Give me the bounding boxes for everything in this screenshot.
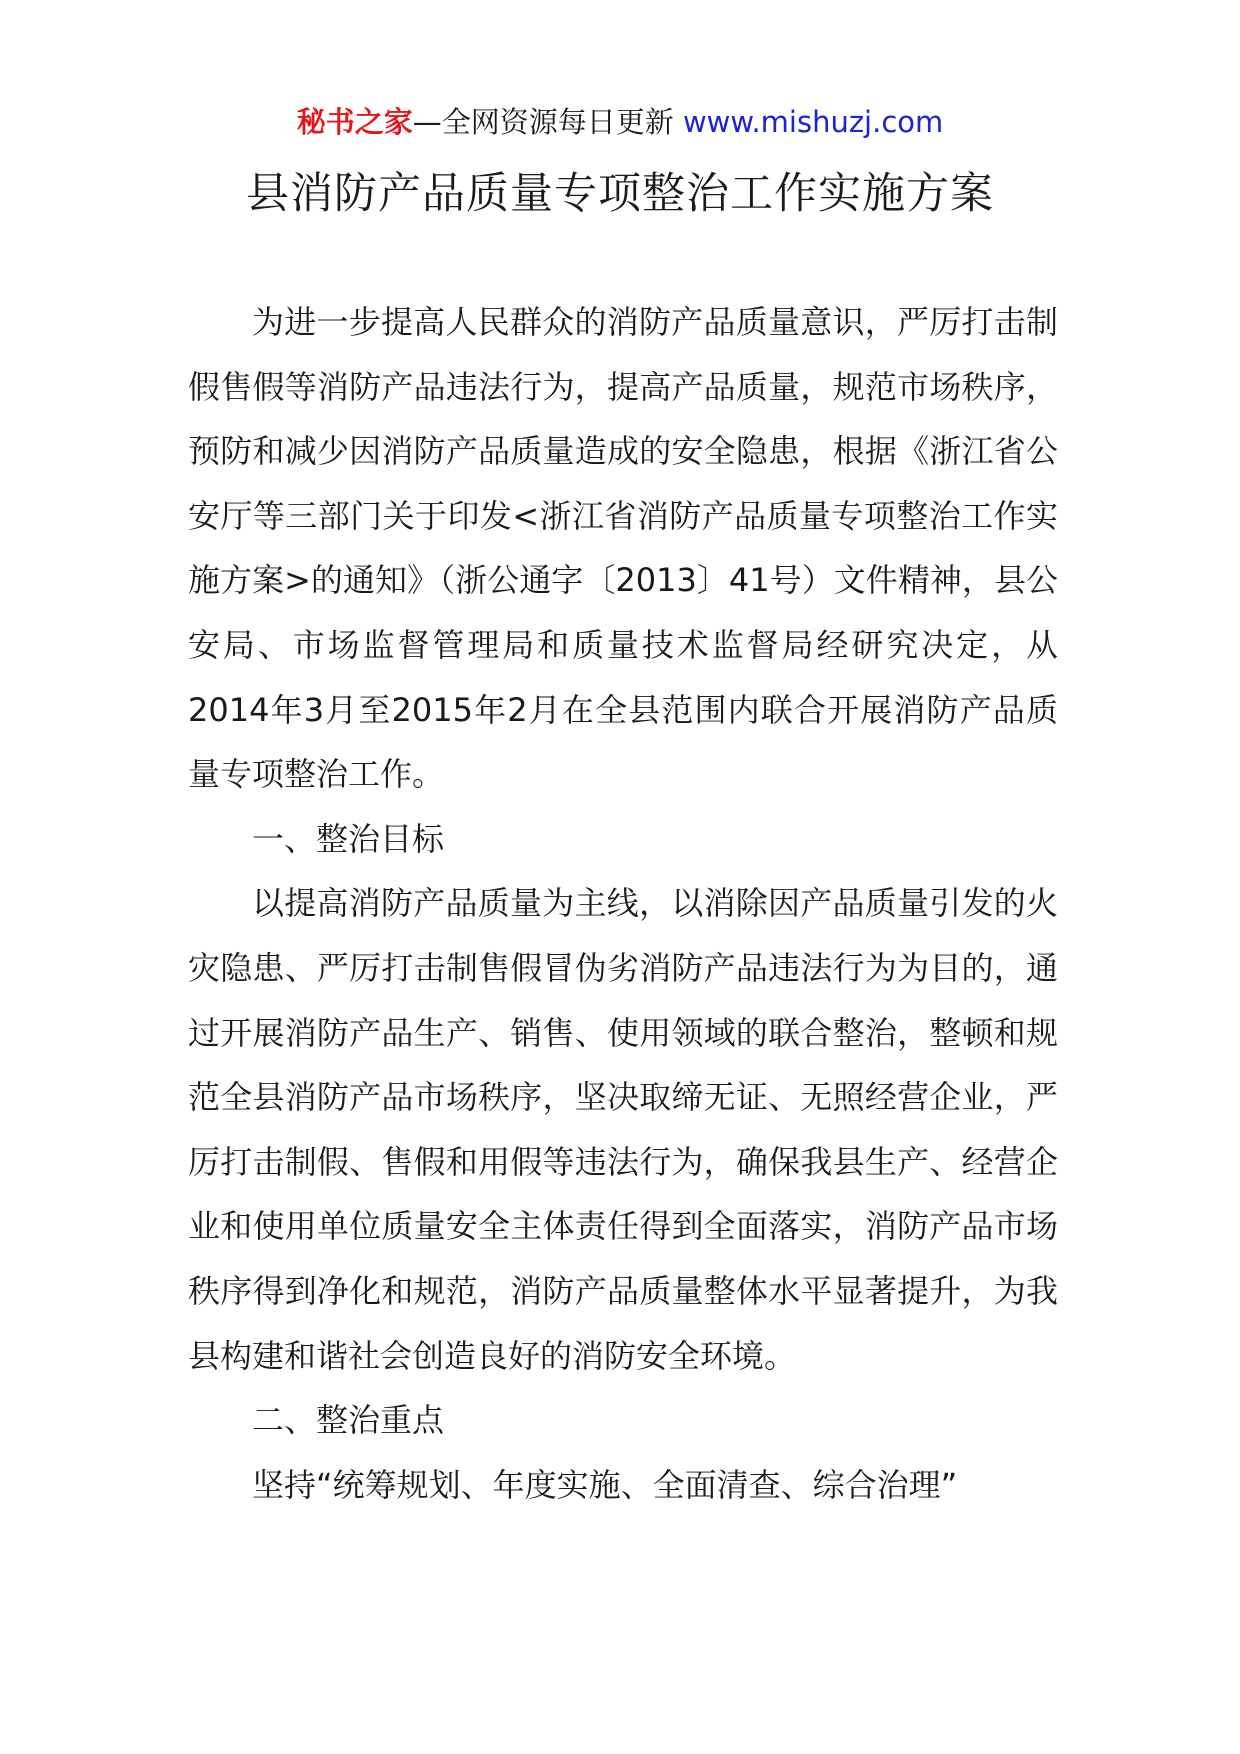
focus-paragraph: 坚持“统筹规划、年度实施、全面清查、综合治理”	[252, 1465, 958, 1504]
section-heading-focus: 二、整治重点	[252, 1401, 445, 1440]
header-slogan: —全网资源每日更新	[412, 105, 674, 139]
section-heading-goals: 一、整治目标	[252, 819, 445, 858]
site-header	[0, 100, 1240, 144]
header-brand: 秘书之家	[296, 105, 413, 139]
document-title: 县消防产品质量专项整治工作实施方案	[246, 169, 994, 219]
document-body	[188, 290, 1058, 1517]
intro-paragraph: 为进一步提高人民群众的消防产品质量意识，严厉打击制假售假等消防产品违法行为，提高产品质量，规范市场秩序，预防和减少因消防产品质量造成的安全隐患，根据《浙江省公安厅等三部门关于印发<浙江省消防产品质量专项整治工作实施方案>的通知》（浙公通字〔2013〕41号）文件精神，县公安局、市场监督管理局和质量技术监督局经研究决定，从2014年3月至2015年2月在全县范围内联合开展消防产品质量专项整治工作。	[188, 303, 1058, 794]
header-url[interactable]: www.mishuzj.com	[682, 105, 944, 139]
goals-paragraph: 以提高消防产品质量为主线，以消除因产品质量引发的火灾隐患、严厉打击制售假冒伪劣消防产品违法行为为目的，通过开展消防产品生产、销售、使用领域的联合整治，整顿和规范全县消防产品市场秩序，坚决取缔无证、无照经营企业，严厉打击制假、售假和用假等违法行为，确保我县生产、经营企业和使用单位质量安全主体责任得到全面落实，消防产品市场秩序得到净化和规范，消防产品质量整体水平显著提升，为我县构建和谐社会创造良好的消防安全环境。	[188, 884, 1058, 1375]
